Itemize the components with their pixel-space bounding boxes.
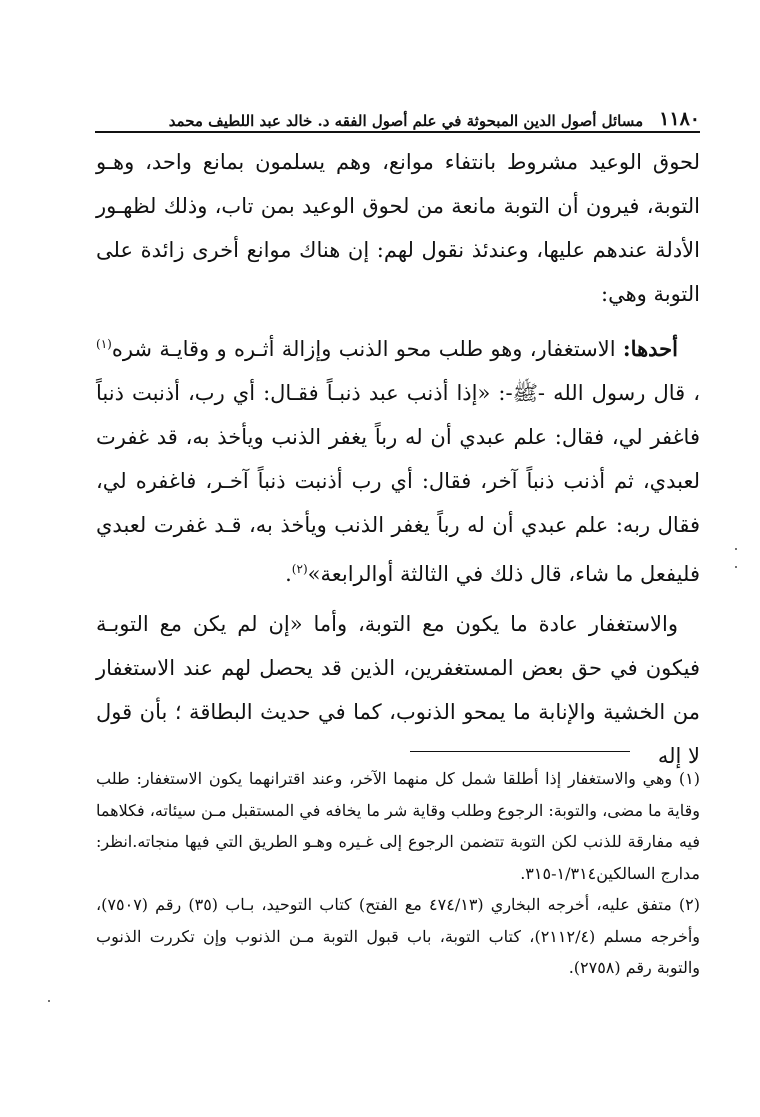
footnote-ref-1: (١) <box>96 337 112 351</box>
paragraph-2-lead: أحدها: <box>622 336 678 361</box>
header-rule <box>95 131 700 133</box>
main-text <box>96 140 700 778</box>
paragraph-2 <box>96 322 700 596</box>
running-header <box>95 104 700 130</box>
paragraph-1: لحوق الوعيد مشروط بانتفاء موانع، وهم يسلمون بمانع واحد، وهـو التوبة، فيرون أن التوبة مانعة من لحوق الوعيد بمن تاب، وذلك لظهـور الأدلة عندهم عليها، وعندئذ نقول لهم: إن هناك موانع أخرى زائدة على التوبة وهي: <box>96 150 700 306</box>
paragraph-2-hadith: ، قال رسول الله -ﷺ-: «إذا أذنب عبد ذنبـاً فقـال: أي رب، أذنبت ذنباً فاغفر لي، فقال: علم عبدي أن له رباً يغفر الذنب ويأخذ به، قد غفرت لعبدي، ثم أذنب ذنباً آخر، فقال: أي رب أذنبت ذنباً آخـر، فاغفره لي، فقال ربه: علم عبدي أن له رباً يغفر الذنب ويأخذ به، قـد غفرت لعبدي فليفعل ما شاء، قال ذلك في الثالثة أوالرابعة» <box>96 381 700 586</box>
footnotes <box>96 763 700 984</box>
paragraph-2-text: الاستغفار، وهو طلب محو الذنب وإزالة أثـره و وقايـة شره <box>111 337 623 361</box>
scan-speck <box>735 566 737 568</box>
footnote-separator <box>410 751 630 752</box>
scan-speck <box>48 1000 50 1002</box>
page-number: ١١٨٠ <box>659 108 700 130</box>
footnote-1: (١) وهي والاستغفار إذا أطلقا شمل كل منهما الآخر، وعند اقترانهما يكون الاستغفار: طلب وقاية ما مضى، والتوبة: الرجوع وطلب وقاية شر ما يخافه في المستقبل مـن سيئاته، فكلاهما فيه مفارقة للذنب لكن التوبة تتضمن الرجوع إلى غـيره وهـو الطريق التي فيها منجاته.انظر: مدارج السالكين١/٣١٤-٣١٥. <box>96 769 700 883</box>
footnote-ref-2: (٢) <box>291 562 308 576</box>
paragraph-3: والاستغفار عادة ما يكون مع التوبة، وأما «إن لم يكن مع التوبـة فيكون في حق بعض المستغفرين، الذين قد يحصل لهم عند الاستغفار من الخشية والإنابة ما يمحو الذنوب، كما في حديث البطاقة ؛ بأن قول لا إله <box>96 612 700 768</box>
footnote-2: (٢) متفق عليه، أخرجه البخاري (٤٧٤/١٣ مع الفتح) كتاب التوحيد، بـاب (٣٥) رقم (٧٥٠٧)، وأخرجه مسلم (٢١١٢/٤)، كتاب التوبة، باب قبول التوبة مـن الذنوب وإن تكررت الذنوب والتوبة رقم (٢٧٥٨). <box>96 895 701 977</box>
scan-speck <box>735 548 737 550</box>
running-title: مسائل أصول الدين المبحوثة في علم أصول الفقه د. خالد عبد اللطيف محمد <box>168 112 644 130</box>
paragraph-2-end: . <box>285 562 292 586</box>
